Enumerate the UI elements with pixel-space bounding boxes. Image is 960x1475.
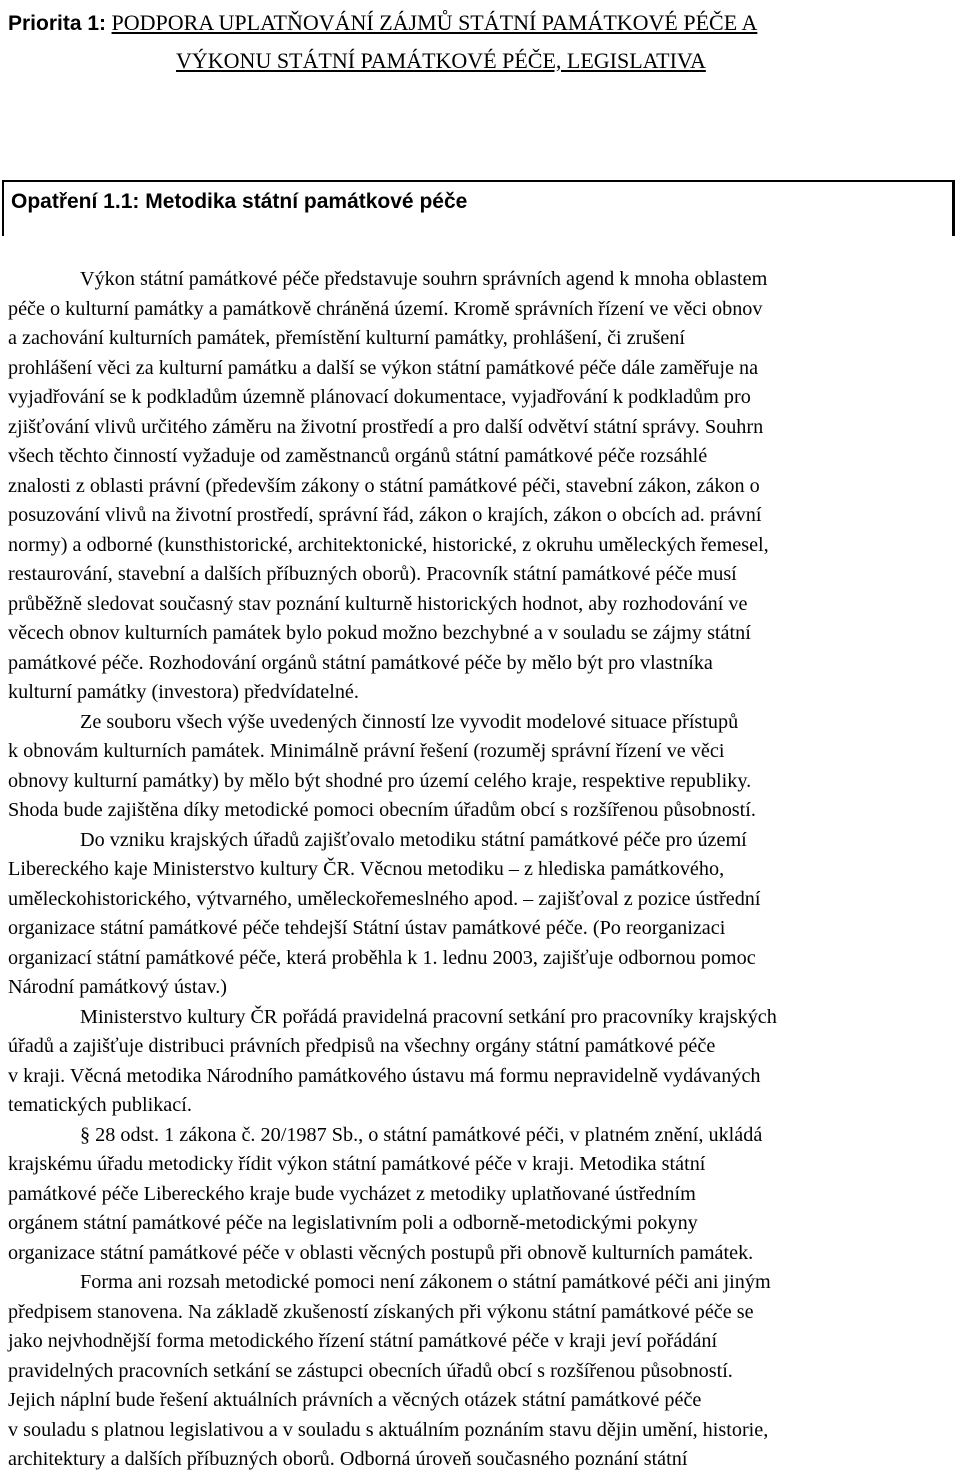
text-line: tematických publikací.	[8, 1094, 192, 1116]
text-line: Ministerstvo kultury ČR pořádá pravidelná pracovní setkání pro pracovníky krajských	[80, 1005, 777, 1028]
measure-heading-box	[2, 180, 955, 236]
text-line: uměleckohistorického, výtvarného, uměleckořemeslného apod. – zajišťoval z pozice ústřední	[8, 887, 761, 910]
text-line: orgánem státní památkové péče na legislativním poli a odborně-metodickými pokyny	[8, 1212, 698, 1234]
text-line: organizace státní památkové péče v oblasti věcných postupů při obnově kulturních památek.	[8, 1241, 754, 1264]
text-line: znalosti z oblasti právní (především zákony o státní památkové péči, stavební zákon, zákon o	[8, 474, 760, 497]
text-line: v souladu s platnou legislativou a v souladu s aktuálním poznáním stavu dějin umění, historie,	[8, 1418, 769, 1441]
text-line: Jejich náplní bude řešení aktuálních právních a věcných otázek státní památkové péče	[8, 1389, 702, 1411]
text-line: věcech obnov kulturních památek bylo pokud možno bezchybné a v souladu se zájmy státní	[8, 622, 751, 644]
text-line: organizací státní památkové péče, která proběhla k 1. lednu 2003, zajišťuje odbornou pomoc	[8, 946, 756, 969]
text-line: v kraji. Věcná metodika Národního památkového ústavu má formu nepravidelně vydávaných	[8, 1064, 761, 1087]
text-line: restaurování, stavební a dalších příbuzných oborů). Pracovník státní památkové péče musí	[8, 563, 737, 585]
text-line: organizace státní památkové péče tehdejší Státní ústav památkové péče. (Po reorganizaci	[8, 917, 726, 939]
text-line: prohlášení věci za kulturní památku a další se výkon státní památkové péče dále zaměřuje na	[8, 356, 759, 379]
text-line: Ze souboru všech výše uvedených činností lze vyvodit modelové situace přístupů	[80, 710, 739, 733]
priority-heading	[8, 6, 952, 41]
text-line: památkové péče. Rozhodování orgánů státní památkové péče by mělo být pro vlastníka	[8, 651, 713, 674]
text-line: obnovy kulturní památky) by mělo být shodné pro území celého kraje, respektive republiky.	[8, 769, 752, 792]
text-line: péče o kulturní památky a památkově chráněná území. Kromě správních řízení ve věci obnov	[8, 297, 763, 320]
text-line: Výkon státní památkové péče představuje souhrn správních agend k mnoha oblastem	[80, 268, 768, 290]
priority-title-line2: VÝKONU STÁTNÍ PAMÁTKOVÉ PÉČE, LEGISLATIVA	[176, 48, 706, 73]
text-line: kulturní památky (investora) předvídatelné.	[8, 681, 359, 703]
text-line: předpisem stanovena. Na základě zkušeností získaných při výkonu státní památkové péče se	[8, 1300, 754, 1323]
text-line: k obnovám kulturních památek. Minimálně právní řešení (rozuměj správní řízení ve věci	[8, 740, 725, 762]
text-line: Shoda bude zajištěna díky metodické pomoci obecním úřadům obcí s rozšířenou působností.	[8, 799, 756, 821]
body-text	[8, 265, 952, 1475]
text-line: průběžně sledovat současný stav poznání kulturně historických hodnot, aby rozhodování ve	[8, 592, 748, 615]
text-line: jako nejvhodnější forma metodického řízení státní památkové péče v kraji jeví pořádání	[8, 1330, 718, 1352]
text-line: § 28 odst. 1 zákona č. 20/1987 Sb., o státní památkové péči, v platném znění, ukládá	[80, 1123, 763, 1146]
text-line: všech těchto činností vyžaduje od zaměstnanců orgánů státní památkové péče rozsáhlé	[8, 445, 708, 467]
text-line: architektury a dalších příbuzných oborů. Odborná úroveň současného poznání státní	[8, 1448, 688, 1470]
text-line: a zachování kulturních památek, přemístění kulturní památky, prohlášení, či zrušení	[8, 327, 685, 349]
text-line: pravidelných pracovních setkání se zástupci obecních úřadů obcí s rozšířenou působností.	[8, 1359, 733, 1382]
text-line: posuzování vlivů na životní prostředí, správní řád, zákon o krajích, zákon o obcích ad. právní	[8, 504, 762, 526]
text-line: Libereckého kaje Ministerstvo kultury ČR. Věcnou metodiku – z hlediska památkového,	[8, 858, 725, 880]
priority-title-line1: PODPORA UPLATŇOVÁNÍ ZÁJMŮ STÁTNÍ PAMÁTKOVÉ PÉČE A	[111, 10, 758, 35]
text-line: úřadů a zajišťuje distribuci právních předpisů na všechny orgány státní památkové péče	[8, 1035, 716, 1057]
text-line: vyjadřování se k podkladům územně plánovací dokumentace, vyjadřování k podkladům pro	[8, 386, 751, 408]
text-line: Forma ani rozsah metodické pomoci není zákonem o státní památkové péči ani jiným	[80, 1271, 771, 1293]
measure-title: Opatření 1.1: Metodika státní památkové péče	[11, 190, 468, 213]
priority-label: Priorita 1:	[8, 12, 107, 35]
text-line: památkové péče Libereckého kraje bude vycházet z metodiky uplatňované ústředním	[8, 1182, 696, 1205]
text-line: Do vzniku krajských úřadů zajišťovalo metodiku státní památkové péče pro území	[80, 828, 747, 851]
text-line: Národní památkový ústav.)	[8, 976, 228, 998]
text-line: zjišťování vlivů určitého záměru na životní prostředí a pro další odvětví státní správy. Souhrn	[8, 415, 764, 438]
text-line: krajskému úřadu metodicky řídit výkon státní památkové péče v kraji. Metodika státní	[8, 1153, 706, 1175]
text-line: normy) a odborné (kunsthistorické, architektonické, historické, z okruhu uměleckých řemesel,	[8, 533, 769, 556]
